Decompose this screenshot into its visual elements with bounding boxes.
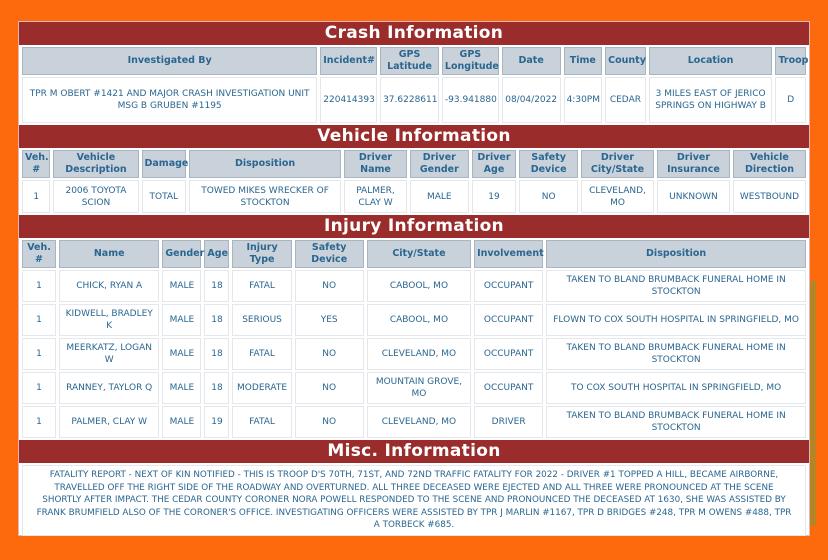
name: KIDWELL, BRADLEY K [59, 304, 159, 336]
edge-accent [810, 281, 816, 526]
injury-type: MODERATE [232, 372, 291, 404]
name: PALMER, CLAY W [59, 406, 159, 438]
col-location: Location [649, 47, 773, 75]
col-gps-longitude: GPS Longitude [442, 47, 499, 75]
disposition: FLOWN TO COX SOUTH HOSPITAL IN SPRINGFIELD, MO [546, 304, 806, 336]
gender: MALE [162, 372, 201, 404]
col-involvement: Involvement [474, 240, 543, 268]
county: CEDAR [605, 77, 646, 123]
age: 19 [204, 406, 229, 438]
col-age: Age [204, 240, 229, 268]
safety-device: NO [519, 180, 578, 213]
col-safety-device: Safety Device [295, 240, 364, 268]
age: 18 [204, 372, 229, 404]
col-county: County [605, 47, 646, 75]
disposition: TAKEN TO BLAND BRUMBACK FUNERAL HOME IN STOCKTON [546, 338, 806, 370]
involvement: OCCUPANT [474, 338, 543, 370]
safety-device: NO [295, 338, 364, 370]
vehicle-table [19, 148, 809, 215]
disposition: TOWED MIKES WRECKER OF STOCKTON [189, 180, 341, 213]
col-vehicle-direction: Vehicle Direction [733, 150, 806, 178]
veh-number: 1 [22, 304, 56, 336]
veh-number: 1 [22, 180, 50, 213]
table-row [22, 338, 806, 370]
col-incident: Incident# [320, 47, 377, 75]
driver-insurance: UNKNOWN [657, 180, 730, 213]
city-state: MOUNTAIN GROVE, MO [367, 372, 471, 404]
col-veh-number: Veh. # [22, 150, 50, 178]
table-row [22, 270, 806, 302]
col-driver-insurance: Driver Insurance [657, 150, 730, 178]
veh-number: 1 [22, 372, 56, 404]
crash-section-title: Crash Information [19, 22, 809, 45]
involvement: OCCUPANT [474, 372, 543, 404]
col-city-state: City/State [367, 240, 471, 268]
vehicle-section-title: Vehicle Information [19, 125, 809, 148]
col-date: Date [502, 47, 561, 75]
col-gps-latitude: GPS Latitude [380, 47, 439, 75]
veh-number: 1 [22, 270, 56, 302]
safety-device: NO [295, 270, 364, 302]
vehicle-row [22, 180, 806, 213]
name: MEERKATZ, LOGAN W [59, 338, 159, 370]
injury-type: SERIOUS [232, 304, 291, 336]
vehicle-direction: WESTBOUND [733, 180, 806, 213]
safety-device: NO [295, 406, 364, 438]
gps-longitude: -93.941880 [442, 77, 499, 123]
city-state: CABOOL, MO [367, 304, 471, 336]
crash-time: 4:30PM [564, 77, 603, 123]
col-disposition: Disposition [546, 240, 806, 268]
safety-device: YES [295, 304, 364, 336]
gender: MALE [162, 406, 201, 438]
injury-type: FATAL [232, 270, 291, 302]
crash-header-row [22, 47, 806, 75]
location: 3 MILES EAST OF JERICO SPRINGS ON HIGHWAY B [649, 77, 773, 123]
city-state: CLEVELAND, MO [367, 338, 471, 370]
crash-row [22, 77, 806, 123]
incident-number: 220414393 [320, 77, 377, 123]
crash-date: 08/04/2022 [502, 77, 561, 123]
crash-report [18, 21, 810, 536]
involvement: DRIVER [474, 406, 543, 438]
col-investigated-by: Investigated By [22, 47, 317, 75]
injury-type: FATAL [232, 338, 291, 370]
injury-section-title: Injury Information [19, 215, 809, 238]
injury-type: FATAL [232, 406, 291, 438]
injury-table [19, 238, 809, 440]
misc-section-title: Misc. Information [19, 440, 809, 463]
vehicle-header-row [22, 150, 806, 178]
col-injury-type: Injury Type [232, 240, 291, 268]
city-state: CABOOL, MO [367, 270, 471, 302]
col-safety-device: Safety Device [519, 150, 578, 178]
col-vehicle-description: Vehicle Description [53, 150, 138, 178]
name: RANNEY, TAYLOR Q [59, 372, 159, 404]
driver-name: PALMER, CLAY W [344, 180, 407, 213]
gps-latitude: 37.6228611 [380, 77, 439, 123]
name: CHICK, RYAN A [59, 270, 159, 302]
col-troop: Troop [775, 47, 806, 75]
investigated-by: TPR M OBERT #1421 AND MAJOR CRASH INVESTIGATION UNIT MSG B GRUBEN #1195 [22, 77, 317, 123]
age: 18 [204, 338, 229, 370]
col-damage: Damage [142, 150, 187, 178]
table-row [22, 372, 806, 404]
col-driver-gender: Driver Gender [410, 150, 469, 178]
gender: MALE [162, 304, 201, 336]
col-gender: Gender [162, 240, 201, 268]
col-time: Time [564, 47, 603, 75]
troop: D [775, 77, 806, 123]
vehicle-description: 2006 TOYOTA SCION [53, 180, 138, 213]
col-driver-city-state: Driver City/State [581, 150, 654, 178]
age: 18 [204, 270, 229, 302]
disposition: TO COX SOUTH HOSPITAL IN SPRINGFIELD, MO [546, 372, 806, 404]
driver-age: 19 [472, 180, 517, 213]
col-disposition: Disposition [189, 150, 341, 178]
involvement: OCCUPANT [474, 304, 543, 336]
age: 18 [204, 304, 229, 336]
table-row [22, 304, 806, 336]
veh-number: 1 [22, 406, 56, 438]
col-veh-number: Veh. # [22, 240, 56, 268]
disposition: TAKEN TO BLAND BRUMBACK FUNERAL HOME IN STOCKTON [546, 406, 806, 438]
city-state: CLEVELAND, MO [367, 406, 471, 438]
safety-device: NO [295, 372, 364, 404]
table-row [22, 406, 806, 438]
injury-header-row [22, 240, 806, 268]
col-name: Name [59, 240, 159, 268]
disposition: TAKEN TO BLAND BRUMBACK FUNERAL HOME IN STOCKTON [546, 270, 806, 302]
driver-gender: MALE [410, 180, 469, 213]
misc-text: FATALITY REPORT - NEXT OF KIN NOTIFIED - THIS IS TROOP D'S 70TH, 71ST, AND 72ND TRAFFIC FATALITY FOR 2022 - DRIVER #1 TOPPED A HILL, BECAME AIRBORNE, TRAVELLED OFF THE RIGHT SIDE OF THE ROADWAY AND OVERTURNED. ALL THREE DECEASED WERE EJECTED AND ALL THREE WERE PRONOUNCED AT THE SCENE SHORTLY AFTER IMPACT. THE CEDAR COUNTY CORONER NORA POWELL RESPONDED TO THE SCENE AND PRONOUNCED THE DECEASED AT 1630, SHE WAS ASSISTED BY FRANK BRUMFIELD ALSO OF THE CORONER'S OFFICE. INVESTIGATING OFFICERS WERE ASSISTED BY TPR J MARLIN #1167, TPR D BRIDGES #248, TPR M OWENS #488, TPR A TORBECK #685. [22, 465, 806, 536]
crash-table [19, 45, 809, 125]
involvement: OCCUPANT [474, 270, 543, 302]
damage: TOTAL [142, 180, 187, 213]
col-driver-age: Driver Age [472, 150, 517, 178]
driver-city-state: CLEVELAND, MO [581, 180, 654, 213]
gender: MALE [162, 270, 201, 302]
veh-number: 1 [22, 338, 56, 370]
gender: MALE [162, 338, 201, 370]
col-driver-name: Driver Name [344, 150, 407, 178]
